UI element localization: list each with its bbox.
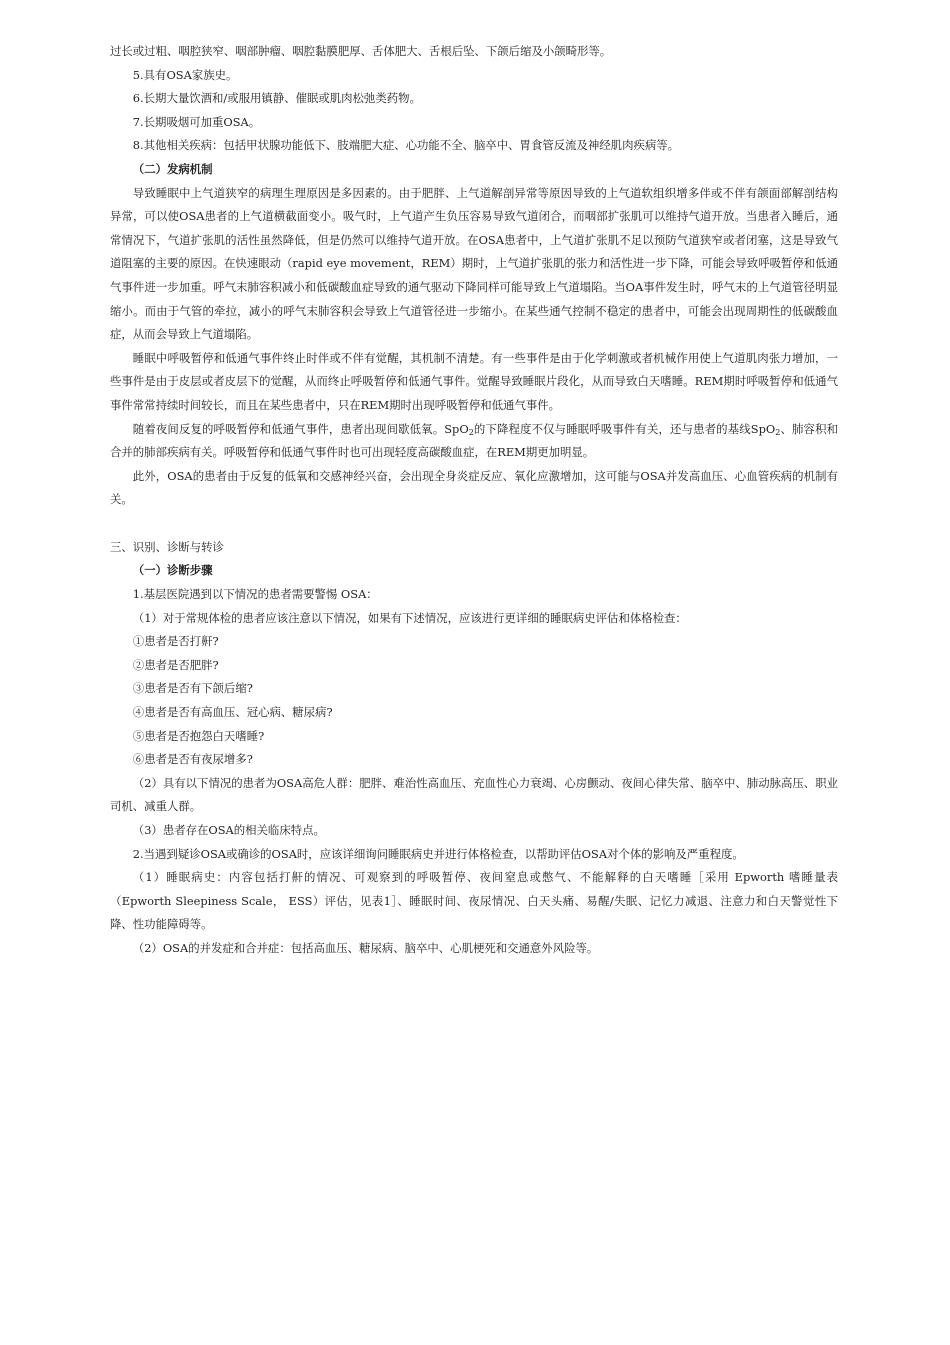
question-item-5: ⑤患者是否抱怨白天嗜睡? [132,728,265,743]
paragraph-step-1: 1.基层医院遇到以下情况的患者需要警惕 OSA： [132,587,378,602]
list-item-risk-5: 5.具有OSA家族史。 [132,67,238,82]
paragraph-mechanism-3 [110,418,838,465]
paragraph-mechanism-1: 导致睡眠中上气道狭窄的病理生理原因是多因素的。由于肥胖、上气道解剖异常等原因导致的上气道软组织增多伴或不伴有颌面部解剖结构异常，可以使OSA患者的上气道横截面变小。吸气时，上气道产生负压容易导致气道闭合，而咽部扩张肌可以维持气道开放。当患者入睡后，通常情况下，气道扩张肌的活性虽然降低，但是仍然可以维持气道开放。在OSA患者中，上气道扩张肌不足以预防气道狭窄或者闭塞，这是导致气道阻塞的主要的原因。在快速眼动（rapid eye movement，REM）期时，上气道扩张肌的张力和活性进一步下降，可能会导致呼吸暂停和低通气事件进一步加重。呼气末肺容积减小和低碳酸血症导致的通气驱动下降同样可能导致上气道塌陷。当OA事件发生时，呼气末的上气道管径明显缩小。而由于气管的牵拉，减小的呼气末肺容积会导致上气道管径进一步缩小。在某些通气控制不稳定的患者中，可能会出现周期性的低碳酸血症，从而会导致上气道塌陷。 [110,185,838,342]
heading-diagnosis-steps: （一）诊断步骤 [132,563,213,578]
text-fragment: 的下降程度不仅与睡眠呼吸事件有关，还与患者的基线SpO [473,421,776,436]
question-item-6: ⑥患者是否有夜尿增多? [132,752,253,767]
subscript: 2 [775,427,781,437]
text-fragment: 、肺容积和合并的肺部疾病有关。呼吸暂停和低通气事件时也可出现轻度高碳酸血症，在REM期更加明显。 [110,421,838,460]
question-item-1: ①患者是否打鼾? [132,634,219,649]
paragraph-step-1-3: （3）患者存在OSA的相关临床特点。 [132,823,325,837]
paragraph-step-1-1: （1）对于常规体检的患者应该注意以下情况，如果有下述情况，应该进行更详细的睡眠病史评估和体格检查： [132,610,687,625]
subscript: 2 [468,427,474,437]
section-spacer [110,512,838,536]
heading-pathogenesis: （二）发病机制 [132,161,213,176]
list-item-risk-6: 6.长期大量饮酒和/或服用镇静、催眠或肌肉松弛类药物。 [132,91,421,106]
document-body [110,40,838,961]
paragraph-step-1-2: （2）具有以下情况的患者为OSA高危人群：肥胖、难治性高血压、充血性心力衰竭、心房颤动、夜间心律失常、脑卒中、肺动脉高压、职业司机、减重人群。 [110,775,838,814]
paragraph-mechanism-4: 此外，OSA的患者由于反复的低氧和交感神经兴奋，会出现全身炎症反应、氧化应激增加，这可能与OSA并发高血压、心血管疾病的机制有关。 [110,468,838,507]
list-item-risk-8: 8.其他相关疾病：包括甲状腺功能低下、肢端肥大症、心功能不全、脑卒中、胃食管反流及神经肌肉疾病等。 [132,138,680,153]
paragraph-continuation: 过长或过粗、咽腔狭窄、咽部肿瘤、咽腔黏膜肥厚、舌体肥大、舌根后坠、下颌后缩及小颌畸形等。 [110,44,612,58]
text-fragment: 随着夜间反复的呼吸暂停和低通气事件，患者出现间歇低氧。SpO [132,421,469,436]
paragraph-step-2: 2.当遇到疑诊OSA或确诊的OSA时，应该详细询问睡眠病史并进行体格检查，以帮助评估OSA对个体的影响及严重程度。 [132,846,744,861]
paragraph-step-2-2: （2）OSA的并发症和合并症：包括高血压、糖尿病、脑卒中、心肌梗死和交通意外风险等。 [132,940,599,955]
question-item-3: ③患者是否有下颌后缩? [132,681,253,696]
heading-section-3: 三、识别、诊断与转诊 [110,539,224,554]
list-item-risk-7: 7.长期吸烟可加重OSA。 [132,114,261,129]
question-item-4: ④患者是否有高血压、冠心病、糖尿病? [132,705,333,720]
paragraph-mechanism-2: 睡眠中呼吸暂停和低通气事件终止时伴或不伴有觉醒，其机制不清楚。有一些事件是由于化学刺激或者机械作用使上气道肌肉张力增加，一些事件是由于皮层或者皮层下的觉醒，从而终止呼吸暂停和低通气事件。觉醒导致睡眠片段化，从而导致白天嗜睡。REM期时呼吸暂停和低通气事件常常持续时间较长，而且在某些患者中，只在REM期时出现呼吸暂停和低通气事件。 [110,350,838,412]
question-item-2: ②患者是否肥胖? [132,657,219,672]
paragraph-step-2-1: （1）睡眠病史：内容包括打鼾的情况、可观察到的呼吸暂停、夜间窒息或憋气、不能解释的白天嗜睡［采用 Epworth 嗜睡量表（Epworth Sleepiness Scale， ESS）评估，见表1］、睡眠时间、夜尿情况、白天头痛、易醒/失眠、记忆力减退、注意力和白天警觉性下降、性功能障碍等。 [110,870,838,932]
